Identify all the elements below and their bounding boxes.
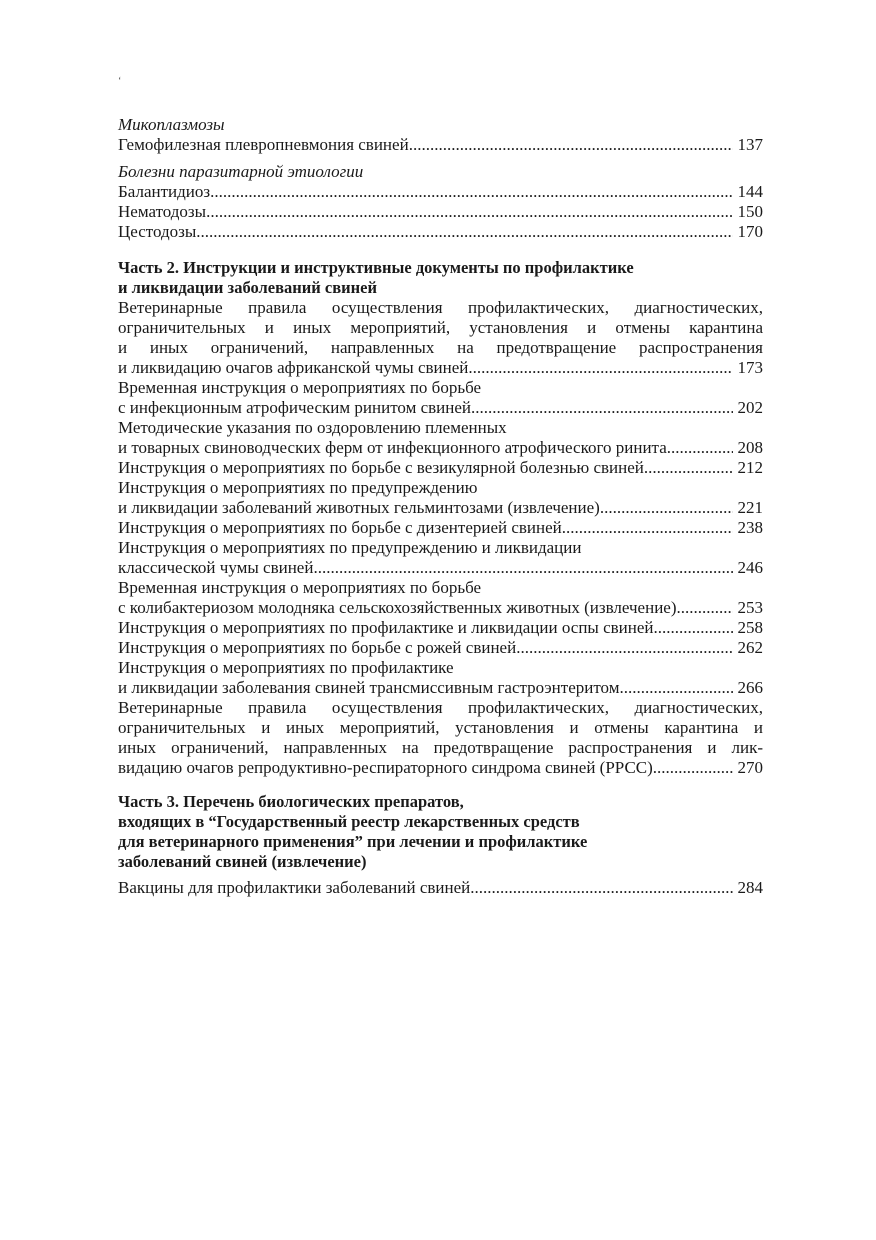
dot-leader <box>516 638 733 658</box>
toc-entry[interactable] <box>118 135 763 155</box>
part-3-title-line-3: для ветеринарного применения” при лечении и профилактике <box>118 832 588 851</box>
toc-entry[interactable] <box>118 658 763 698</box>
toc-entry[interactable] <box>118 518 763 538</box>
entry-title-line: Инструкция о мероприятиях по профилактике <box>118 658 454 677</box>
toc-entry[interactable] <box>118 298 763 378</box>
entry-title-line: Временная инструкция о мероприятиях по борьбе <box>118 378 482 397</box>
toc-entry[interactable] <box>118 418 763 458</box>
entry-title-line: Временная инструкция о мероприятиях по борьбе <box>118 578 482 597</box>
page-number: 212 <box>737 458 763 477</box>
toc-entry[interactable] <box>118 698 763 778</box>
page-number: 150 <box>737 202 763 221</box>
entry-title: с инфекционным атрофическим ринитом свиней <box>118 398 472 417</box>
entry-title: и ликвидации заболевания свиней трансмиссивным гастроэнтеритом <box>118 678 620 697</box>
subhead-parasitic: Болезни паразитарной этиологии <box>118 162 364 181</box>
entry-title: Гемофилезная плевропневмония свиней <box>118 135 409 154</box>
page-number: 270 <box>737 758 763 777</box>
toc-part-2 <box>118 258 763 778</box>
dot-leader <box>196 222 733 242</box>
toc-entry[interactable] <box>118 202 763 222</box>
toc-block-diseases <box>118 114 763 242</box>
toc-entry[interactable] <box>118 378 763 418</box>
toc-entry[interactable] <box>118 458 763 478</box>
toc-entry[interactable] <box>118 578 763 618</box>
dot-leader <box>677 598 733 618</box>
part-2-entries <box>118 298 763 778</box>
dot-leader <box>653 758 733 778</box>
entry-title: Балантидиоз <box>118 182 211 201</box>
page-number: 238 <box>737 518 763 537</box>
dot-leader <box>619 678 733 698</box>
part-3-title-line-4: заболеваний свиней (извлечение) <box>118 852 367 871</box>
entry-title-line: Инструкция о мероприятиях по предупреждению и ликвидации <box>118 538 582 557</box>
entry-title: классической чумы свиней <box>118 558 314 577</box>
entry-title: Инструкция о мероприятиях по борьбе с дизентерией свиней <box>118 518 562 537</box>
entry-title-line: Методические указания по оздоровлению племенных <box>118 418 507 437</box>
toc-entry[interactable] <box>118 638 763 658</box>
page-number: 266 <box>737 678 763 697</box>
stray-mark: ʻ <box>118 76 122 87</box>
page-number: 173 <box>737 358 763 377</box>
entry-title: Инструкция о мероприятиях по борьбе с рожей свиней <box>118 638 517 657</box>
dot-leader <box>562 518 733 538</box>
dot-leader <box>313 558 733 578</box>
dot-leader <box>409 135 733 155</box>
page-number: 253 <box>737 598 763 617</box>
toc-part-3 <box>118 792 763 898</box>
toc-entry[interactable] <box>118 538 763 578</box>
entry-title: Цестодозы <box>118 222 197 241</box>
entry-title: Инструкция о мероприятиях по борьбе с везикулярной болезнью свиней <box>118 458 644 477</box>
page-number: 262 <box>737 638 763 657</box>
toc-entry[interactable] <box>118 222 763 242</box>
entry-title-line: Ветеринарные правила осуществления профилактических, диагностических, <box>118 698 763 717</box>
toc-entry[interactable] <box>118 478 763 518</box>
entry-title: видацию очагов репродуктивно-респираторного синдрома свиней (РРСС) <box>118 758 653 777</box>
entry-title-line: ограничительных и иных мероприятий, установления и отмены карантина и <box>118 718 763 737</box>
entry-title-line: и иных ограничений, направленных на предотвращение распространения <box>118 338 763 357</box>
toc-entry[interactable] <box>118 182 763 202</box>
page-number: 137 <box>737 135 763 154</box>
entry-title: и ликвидации заболеваний животных гельминтозами (извлечение) <box>118 498 600 517</box>
dot-leader <box>600 498 733 518</box>
dot-leader <box>667 438 733 458</box>
entry-title: Нематодозы <box>118 202 207 221</box>
page-number: 144 <box>737 182 763 201</box>
entry-title: Инструкция о мероприятиях по профилактике и ликвидации оспы свиней <box>118 618 654 637</box>
page-number: 284 <box>737 878 763 897</box>
entry-title: и товарных свиноводческих ферм от инфекционного атрофического ринита <box>118 438 667 457</box>
page-number: 208 <box>737 438 763 457</box>
toc-entry[interactable] <box>118 618 763 638</box>
part-2-title-line-2: и ликвидации заболеваний свиней <box>118 278 377 297</box>
entry-title-line: иных ограничений, направленных на предотвращение распространения и лик- <box>118 738 763 757</box>
page-number: 221 <box>737 498 763 517</box>
entry-title-line: ограничительных и иных мероприятий, установления и отмены карантина <box>118 318 763 337</box>
dot-leader <box>210 182 733 202</box>
dot-leader <box>468 358 733 378</box>
page-number: 202 <box>737 398 763 417</box>
page-number: 170 <box>737 222 763 241</box>
dot-leader <box>471 398 733 418</box>
page-number: 258 <box>737 618 763 637</box>
page-number: 246 <box>737 558 763 577</box>
dot-leader <box>470 878 733 898</box>
dot-leader <box>644 458 733 478</box>
part-3-title-line-2: входящих в “Государственный реестр лекарственных средств <box>118 812 580 831</box>
table-of-contents <box>118 0 763 1240</box>
entry-title-line: Инструкция о мероприятиях по предупреждению <box>118 478 478 497</box>
part-3-title-line-1: Часть 3. Перечень биологических препаратов, <box>118 792 464 811</box>
entry-title-line: Ветеринарные правила осуществления профилактических, диагностических, <box>118 298 763 317</box>
subhead-mycoplasmosis: Микоплазмозы <box>118 115 225 134</box>
entry-title: с колибактериозом молодняка сельскохозяйственных животных (извлечение) <box>118 598 677 617</box>
dot-leader <box>206 202 733 222</box>
entry-title: и ликвидацию очагов африканской чумы свиней <box>118 358 469 377</box>
entry-title: Вакцины для профилактики заболеваний свиней <box>118 878 471 897</box>
toc-entry[interactable] <box>118 878 763 898</box>
part-2-title-line-1: Часть 2. Инструкции и инструктивные документы по профилактике <box>118 258 634 277</box>
dot-leader <box>654 618 734 638</box>
